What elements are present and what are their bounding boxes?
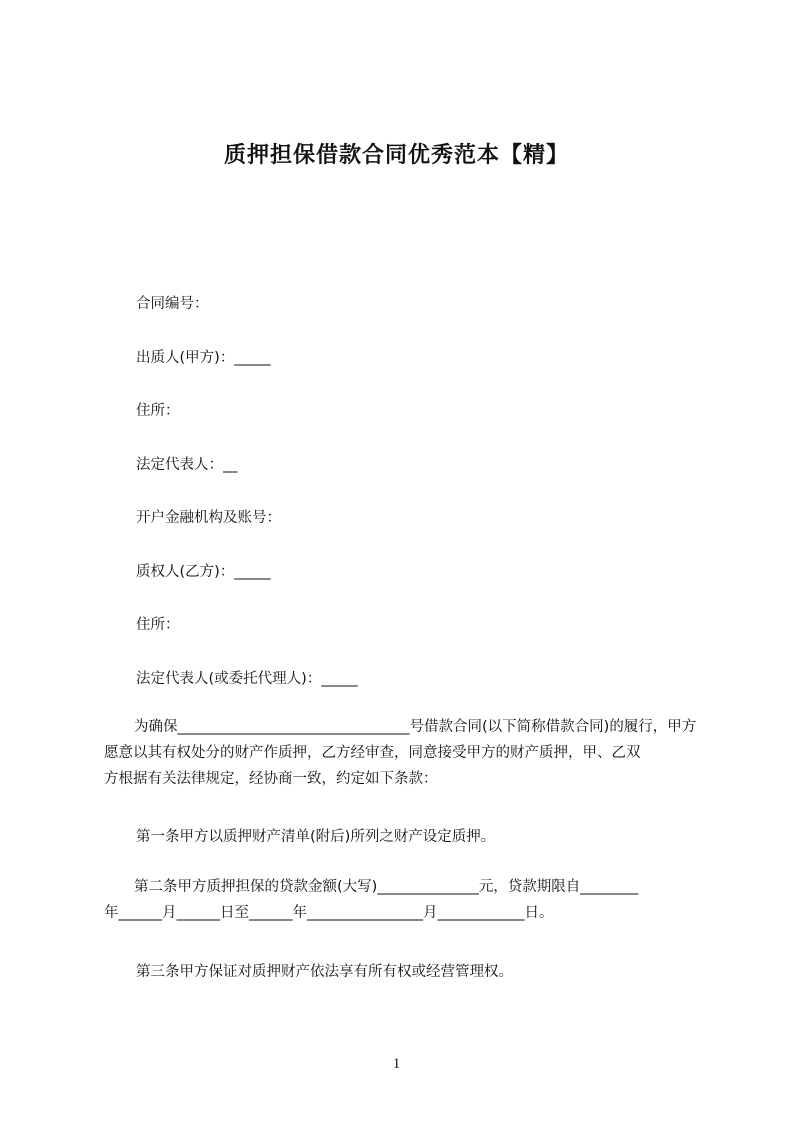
- page-number: 1: [392, 1056, 401, 1072]
- article-2-line: 第二条甲方质押担保的贷款金额(大写)______________元，贷款期限自________: [134, 879, 639, 895]
- preamble-line: 方根据有关法律规定，经协商一致，约定如下条款：: [104, 771, 438, 787]
- contract-number-field: 合同编号：: [136, 296, 209, 312]
- pledgor-legal-rep-field: 法定代表人：__: [136, 457, 238, 473]
- preamble-line: 愿意以其有权处分的财产作质押，乙方经审查，同意接受甲方的财产质押，甲、乙双: [104, 745, 641, 761]
- document-title: 质押担保借款合同优秀范本【精】: [223, 143, 569, 168]
- pledgee-field: 质权人(乙方)：_____: [136, 564, 271, 580]
- article-3: 第三条甲方保证对质押财产依法享有所有权或经营管理权。: [136, 964, 513, 980]
- preamble-paragraph: [104, 714, 704, 792]
- pledgor-field: 出质人(甲方)：_____: [136, 350, 271, 366]
- pledgee-address-field: 住所：: [136, 617, 180, 633]
- preamble-line: 为确保________________________________号借款合同(以下简称借款合同)的履行，甲方: [134, 719, 697, 735]
- pledgee-legal-rep-field: 法定代表人(或委托代理人)：_____: [136, 671, 358, 687]
- article-2: [104, 874, 704, 926]
- pledgor-address-field: 住所：: [136, 403, 180, 419]
- article-1: 第一条甲方以质押财产清单(附后)所列之财产设定质押。: [136, 829, 496, 845]
- bank-account-field: 开户金融机构及账号：: [136, 510, 281, 526]
- article-2-line: 年______月______日至______年________________月____________日。: [104, 905, 554, 921]
